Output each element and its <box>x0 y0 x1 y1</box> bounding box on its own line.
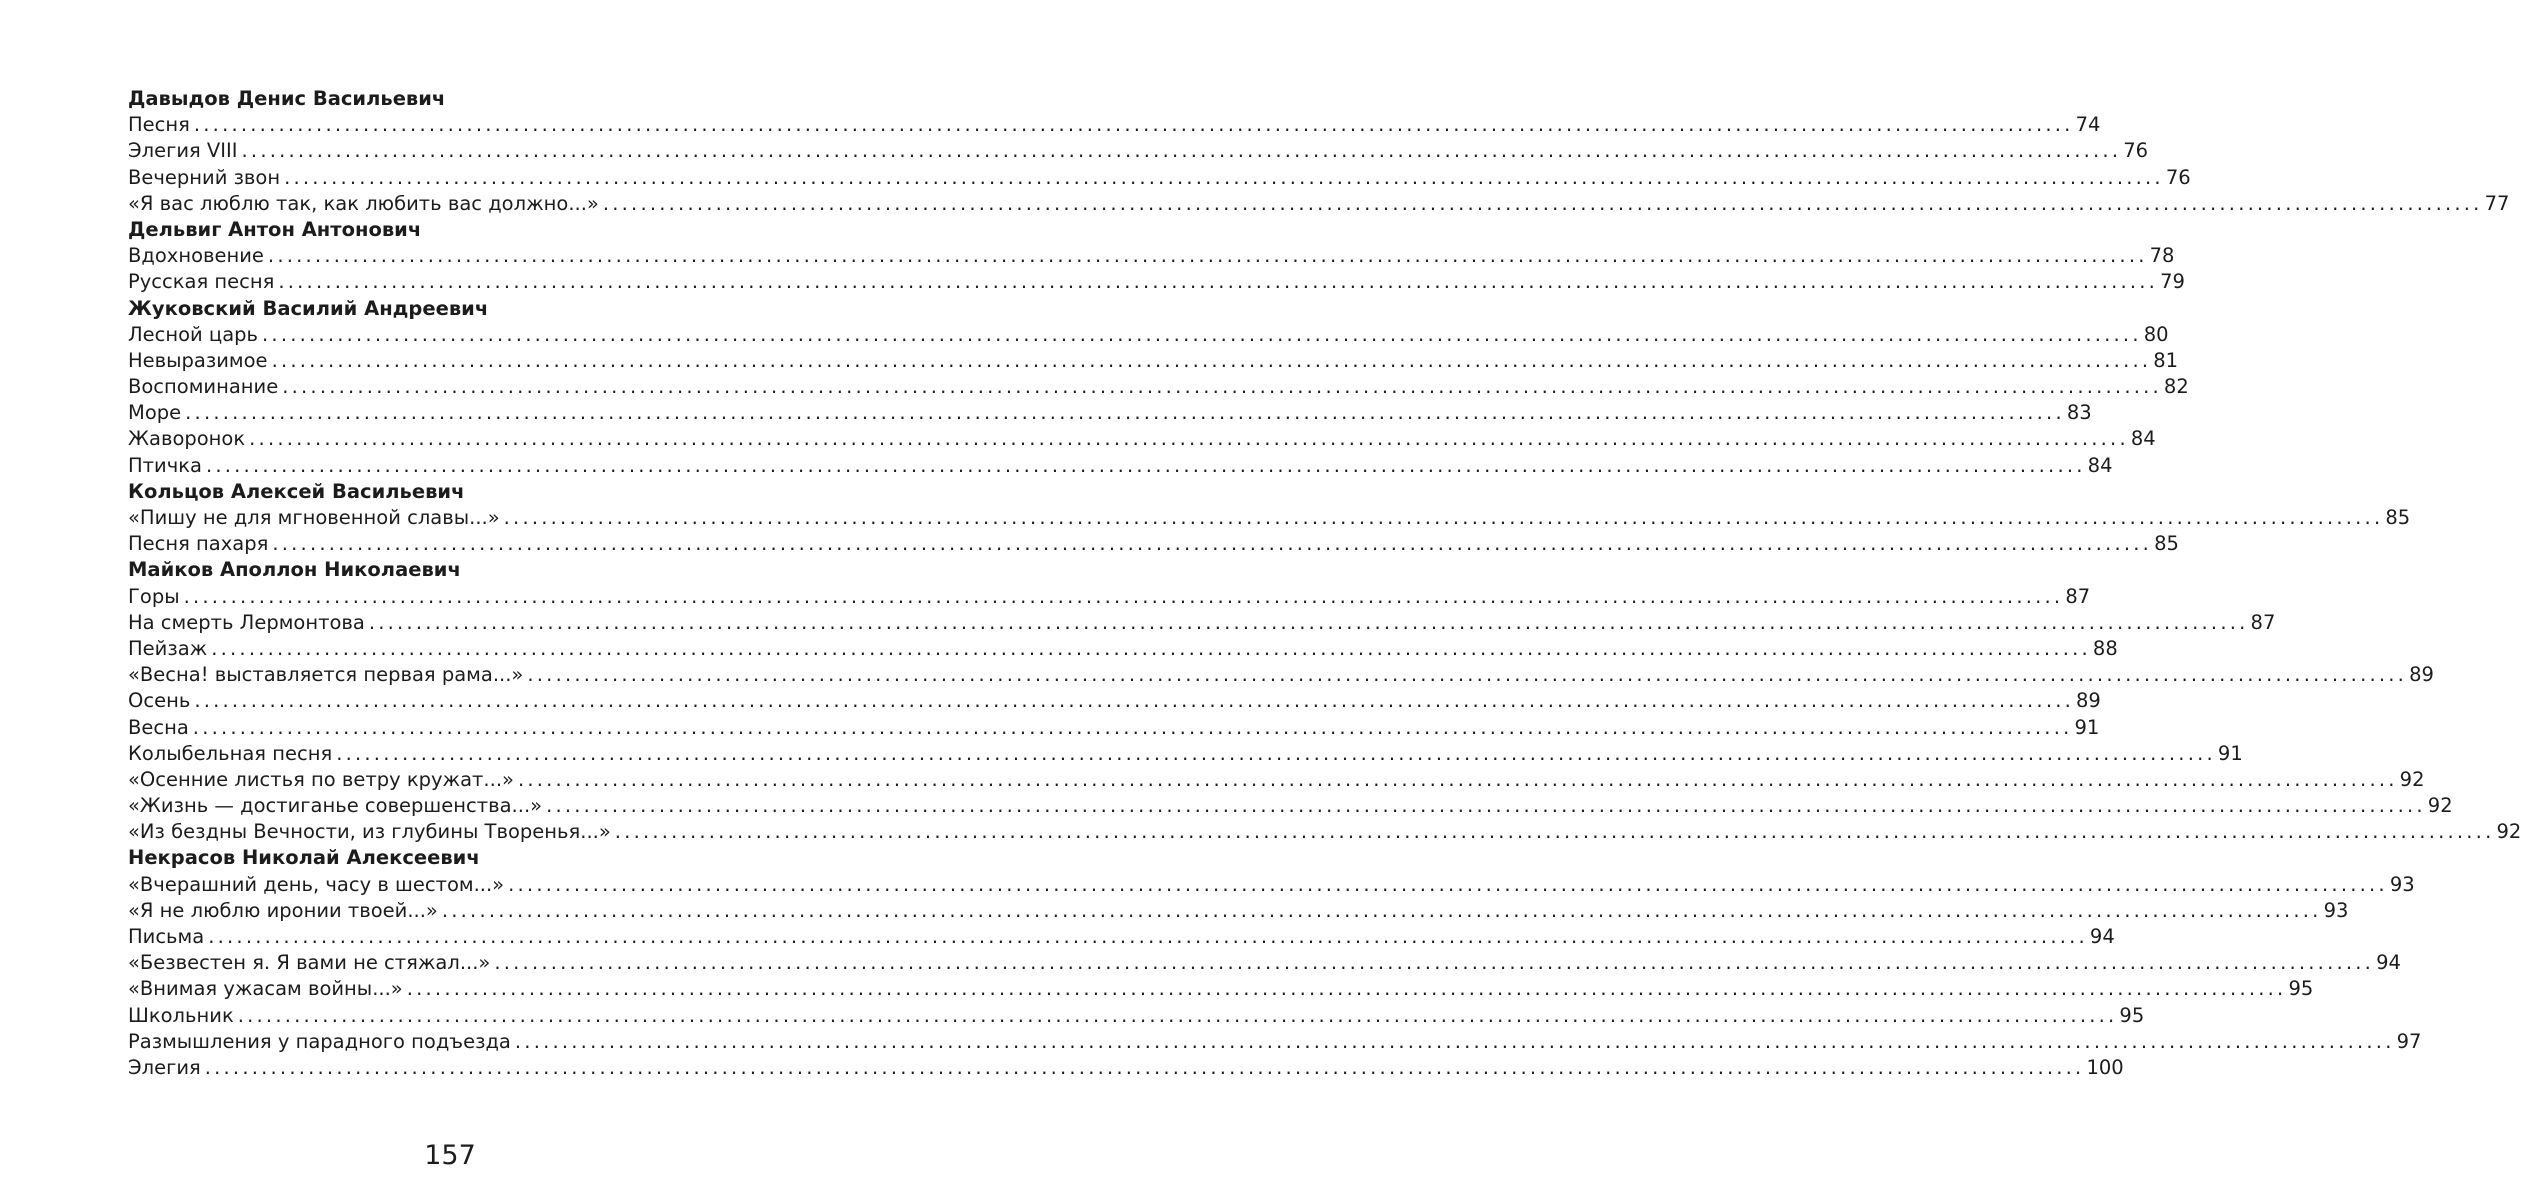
author-heading: Некрасов Николай Алексеевич <box>128 846 480 870</box>
author-heading: Дельвиг Антон Антонович <box>128 217 422 241</box>
toc-entry[interactable] <box>128 138 2149 164</box>
entry-page: 84 <box>2087 453 2113 477</box>
dot-leader: ........................................................................................................................................................................................................ <box>282 375 2162 399</box>
dot-leader: ........................................................................................................................................................................................................ <box>249 427 2129 451</box>
toc-entry[interactable] <box>128 872 2415 898</box>
entry-title: Невыразимое <box>128 348 268 372</box>
entry-title: Воспоминание <box>128 375 279 399</box>
toc-entry[interactable] <box>128 426 2156 452</box>
entry-title: «Осенние листья по ветру кружат...» <box>128 767 514 791</box>
entry-page: 89 <box>2076 689 2101 713</box>
entry-title: «Жизнь — достиганье совершенства...» <box>128 794 543 818</box>
entry-title: Школьник <box>128 1003 234 1027</box>
author-heading: Жуковский Василий Андреевич <box>128 296 489 320</box>
entry-title: Птичка <box>128 453 202 477</box>
dot-leader: ........................................................................................................................................................................................................ <box>208 925 2088 948</box>
dot-leader: ........................................................................................................................................................................................................ <box>284 165 2164 189</box>
entry-title: Вечерний звон <box>128 165 281 189</box>
toc-entry[interactable] <box>128 741 2243 767</box>
entry-title: Русская песня <box>128 270 275 294</box>
dot-leader: ........................................................................................................................................................................................................ <box>237 1003 2118 1027</box>
dot-leader: ........................................................................................................................................................................................................ <box>278 270 2159 294</box>
entry-title: Жаворонок <box>128 427 246 451</box>
dot-leader: ........................................................................................................................................................................................................ <box>406 977 2287 1001</box>
toc-entry[interactable] <box>128 191 2510 217</box>
entry-page: 97 <box>2396 1029 2422 1053</box>
entry-page: 82 <box>2163 375 2189 399</box>
dot-leader: ........................................................................................................................................................................................................ <box>336 741 2216 765</box>
entry-page: 91 <box>2217 741 2243 765</box>
dot-leader: ........................................................................................................................................................................................................ <box>441 898 2322 922</box>
toc-entry[interactable] <box>128 662 2434 688</box>
toc-entry[interactable] <box>128 243 2175 269</box>
dot-leader: ........................................................................................................................................................................................................ <box>508 872 2388 896</box>
toc-entry[interactable] <box>128 348 2179 374</box>
dot-leader: ........................................................................................................................................................................................................ <box>368 610 2249 634</box>
entry-title: Вдохновение <box>128 244 264 268</box>
entry-title: Письма <box>128 925 205 948</box>
entry-page: 87 <box>2065 584 2091 608</box>
dot-leader: ........................................................................................................................................................................................................ <box>517 767 2398 791</box>
toc-entry[interactable] <box>128 924 2115 950</box>
toc-entry[interactable] <box>128 688 2101 714</box>
toc-entry[interactable] <box>128 531 2179 557</box>
dot-leader: ........................................................................................................................................................................................................ <box>546 794 2426 818</box>
toc-entry[interactable] <box>128 819 2521 845</box>
dot-leader: ........................................................................................................................................................................................................ <box>262 322 2142 346</box>
entry-page: 92 <box>2496 820 2521 844</box>
toc-entry[interactable] <box>128 400 2092 426</box>
entry-title: Пейзаж <box>128 636 208 660</box>
entry-page: 85 <box>2385 506 2411 529</box>
dot-leader: ........................................................................................................................................................................................................ <box>204 1055 2085 1079</box>
toc-entry[interactable] <box>128 715 2100 741</box>
entry-page: 95 <box>2288 977 2314 1001</box>
dot-leader: ........................................................................................................................................................................................................ <box>211 636 2091 660</box>
entry-title: «Внимая ужасам войны...» <box>128 977 403 1001</box>
dot-leader: ........................................................................................................................................................................................................ <box>602 191 2483 215</box>
toc-entry[interactable] <box>128 584 2091 610</box>
entry-title: Весна <box>128 715 189 739</box>
entry-title: «Из бездны Вечности, из глубины Творенья...» <box>128 820 611 844</box>
toc-entry[interactable] <box>128 767 2425 793</box>
dot-leader: ........................................................................................................................................................................................................ <box>272 532 2153 556</box>
toc-entry[interactable] <box>128 950 2401 976</box>
author-heading: Майков Аполлон Николаевич <box>128 558 461 582</box>
entry-page: 95 <box>2119 1003 2145 1027</box>
entry-page: 93 <box>2389 872 2415 896</box>
entry-title: Элегия VIII <box>128 139 238 163</box>
entry-page: 94 <box>2089 925 2115 948</box>
entry-page: 83 <box>2066 401 2092 425</box>
toc-entry[interactable] <box>128 374 2189 400</box>
entry-page: 92 <box>2399 767 2425 791</box>
toc-entry[interactable] <box>128 898 2349 924</box>
entry-page: 88 <box>2092 636 2118 660</box>
toc-entry[interactable] <box>128 322 2169 348</box>
toc-entry[interactable] <box>128 453 2113 479</box>
entry-title: Размышления у парадного подъезда <box>128 1029 511 1053</box>
entry-title: «Я вас люблю так, как любить вас должно...» <box>128 191 599 215</box>
author-heading: Кольцов Алексей Васильевич <box>128 479 465 503</box>
dot-leader: ........................................................................................................................................................................................................ <box>192 715 2073 739</box>
dot-leader: ........................................................................................................................................................................................................ <box>527 663 2408 687</box>
entry-page: 94 <box>2376 951 2401 975</box>
toc-entry[interactable] <box>128 1055 2124 1081</box>
dot-leader: ........................................................................................................................................................................................................ <box>271 348 2152 372</box>
entry-page: 74 <box>2075 113 2101 137</box>
entry-title: Горы <box>128 584 180 608</box>
toc-entry[interactable] <box>128 610 2276 636</box>
dot-leader: ........................................................................................................................................................................................................ <box>503 506 2384 529</box>
entry-page: 79 <box>2160 270 2185 294</box>
entry-page: 89 <box>2409 663 2434 687</box>
entry-title: «Вчерашний день, часу в шестом...» <box>128 872 505 896</box>
dot-leader: ........................................................................................................................................................................................................ <box>494 951 2375 975</box>
entry-page: 80 <box>2143 322 2169 346</box>
entry-title: «Я не люблю иронии твоей...» <box>128 898 438 922</box>
entry-page: 84 <box>2130 427 2156 451</box>
toc-entry[interactable] <box>128 505 2411 531</box>
entry-page: 76 <box>2123 139 2149 163</box>
entry-page: 76 <box>2165 165 2191 189</box>
toc-entry[interactable] <box>128 1003 2145 1029</box>
entry-title: Песня пахаря <box>128 532 269 556</box>
entry-page: 87 <box>2250 610 2276 634</box>
entry-title: «Пишу не для мгновенной славы...» <box>128 506 500 529</box>
dot-leader: ........................................................................................................................................................................................................ <box>267 244 2148 268</box>
dot-leader: ........................................................................................................................................................................................................ <box>514 1029 2395 1053</box>
entry-title: Лесной царь <box>128 322 259 346</box>
toc-entry[interactable] <box>128 793 2453 819</box>
entry-title: На смерть Лермонтова <box>128 610 365 634</box>
toc-entry[interactable] <box>128 269 2185 295</box>
dot-leader: ........................................................................................................................................................................................................ <box>183 584 2064 608</box>
toc-entry[interactable] <box>128 636 2118 662</box>
dot-leader: ........................................................................................................................................................................................................ <box>193 113 2074 137</box>
entry-title: Песня <box>128 113 190 137</box>
entry-title: «Безвестен я. Я вами не стяжал...» <box>128 951 491 975</box>
entry-title: Море <box>128 401 182 425</box>
dot-leader: ........................................................................................................................................................................................................ <box>205 453 2086 477</box>
entry-title: Элегия <box>128 1055 201 1079</box>
dot-leader: ........................................................................................................................................................................................................ <box>194 689 2075 713</box>
entry-page: 81 <box>2153 348 2179 372</box>
toc-entry[interactable] <box>128 165 2191 191</box>
entry-title: «Весна! выставляется первая рама...» <box>128 663 524 687</box>
entry-page: 100 <box>2086 1055 2124 1079</box>
entry-title: Колыбельная песня <box>128 741 333 765</box>
entry-page: 91 <box>2074 715 2100 739</box>
toc-entry[interactable] <box>128 1029 2422 1055</box>
dot-leader: ........................................................................................................................................................................................................ <box>241 139 2122 163</box>
dot-leader: ........................................................................................................................................................................................................ <box>185 401 2065 425</box>
page-number: 157 <box>424 1140 476 1171</box>
entry-page: 92 <box>2427 794 2453 818</box>
entry-page: 93 <box>2323 898 2349 922</box>
dot-leader: ........................................................................................................................................................................................................ <box>614 820 2495 844</box>
table-of-contents <box>128 86 2521 1081</box>
entry-page: 78 <box>2149 244 2175 268</box>
toc-entry[interactable] <box>128 112 2101 138</box>
entry-page: 77 <box>2484 191 2510 215</box>
author-heading: Давыдов Денис Васильевич <box>128 87 446 110</box>
entry-title: Осень <box>128 689 191 713</box>
entry-page: 85 <box>2154 532 2179 556</box>
toc-entry[interactable] <box>128 976 2314 1002</box>
